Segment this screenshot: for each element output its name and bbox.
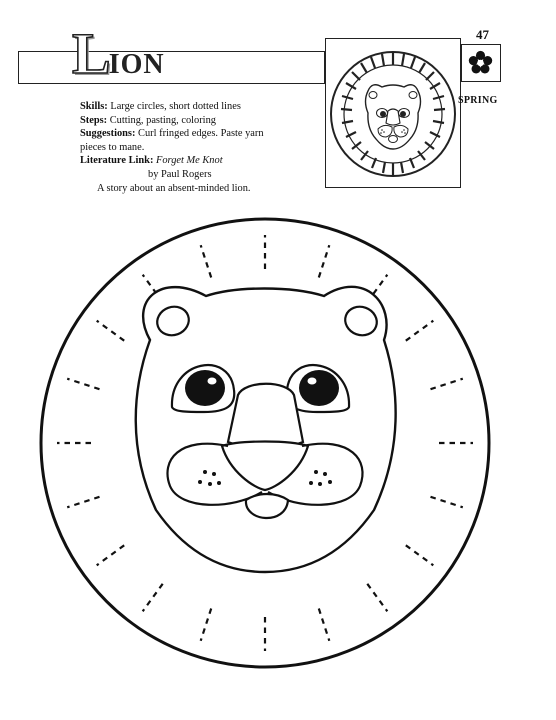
- suggestions-value-2: pieces to mane.: [80, 141, 145, 153]
- suggestions-label: Suggestions:: [80, 128, 136, 140]
- literature-author-row: [80, 168, 325, 182]
- steps-value: Cutting, pasting, coloring: [109, 114, 216, 126]
- skills-value: Large circles, short dotted lines: [110, 101, 241, 112]
- suggestions-row: [80, 127, 325, 141]
- skills-row: [80, 100, 325, 114]
- lion-face-cutout: [0, 200, 556, 700]
- literature-label: Literature Link:: [80, 155, 154, 167]
- title-rest: ION: [108, 49, 165, 80]
- steps-label: Steps:: [80, 114, 108, 126]
- suggestions-value: Curl fringed edges. Paste yarn: [138, 128, 264, 140]
- page-title: [72, 21, 165, 86]
- suggestions-row-2: [80, 141, 325, 155]
- page-number: 47: [476, 27, 489, 42]
- title-bar: [18, 51, 325, 84]
- title-initial: L: [72, 21, 111, 86]
- activity-info: [80, 100, 325, 195]
- nose: [228, 384, 303, 448]
- literature-title: Forget Me Knot: [156, 155, 223, 167]
- lion-face: [136, 287, 396, 572]
- literature-row: [80, 154, 325, 168]
- steps-row: [80, 114, 325, 128]
- finished-lion-thumbnail: [325, 38, 461, 188]
- skills-label: Skills:: [80, 101, 108, 112]
- season-label: SPRING: [458, 95, 498, 106]
- flower-icon: [462, 45, 499, 80]
- literature-author: by Paul Rogers: [148, 168, 212, 180]
- literature-desc-row: [80, 182, 325, 196]
- literature-desc: A story about an absent-minded lion.: [97, 182, 251, 194]
- lion-thumbnail-drawing: [326, 39, 460, 187]
- season-box: [461, 44, 501, 82]
